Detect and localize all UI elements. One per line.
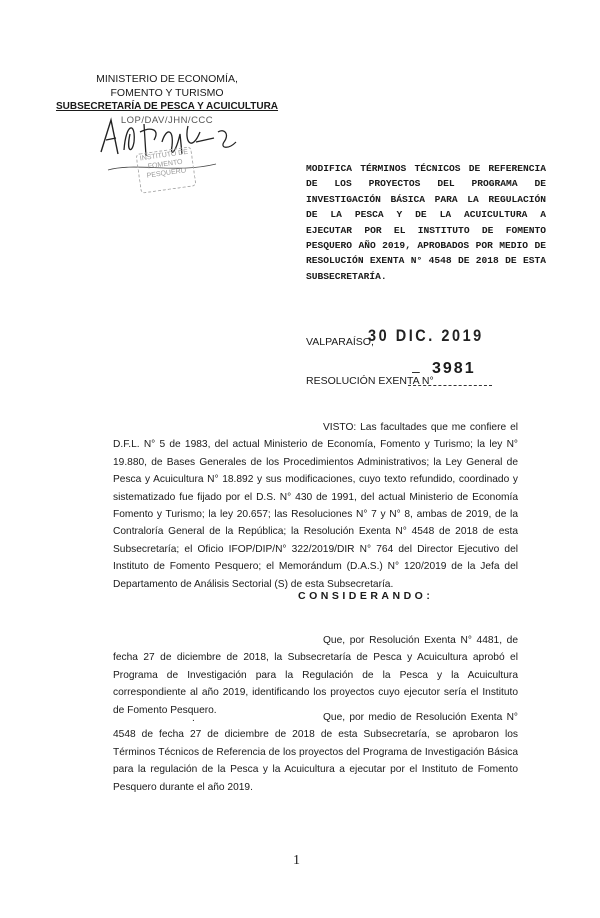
place-label: VALPARAÍSO,	[306, 336, 374, 348]
que2-text: Que, por medio de Resolución Exenta N° 4548 de fecha 27 de diciembre de 2018 de esta Subsecretaría, se aprobaron los Términos Técnicos de Referencia de los proyectos del Programa de Investigación Básica para la regulación de la Pesca y la Acuicultura a ejecutar por el Instituto de Fomento Pesquero durante el año 2019.	[113, 712, 518, 793]
resolution-dash: –	[412, 363, 420, 379]
resolution-number: 3981	[432, 360, 476, 377]
considerando-heading: CONSIDERANDO:	[298, 590, 434, 602]
visto-text: VISTO: Las facultades que me confiere el D.F.L. N° 5 de 1983, del actual Ministerio de Economía, Fomento y Turismo; la ley N° 19.880, de Bases Generales de los Procedimientos Administrativos; la Ley General de Pesca y Acuicultura N° 18.892 y sus modificaciones, cuyo texto refundido, coordinado y sistematizado fue fijado por el D.S. N° 430 de 1991, del actual Ministerio de Economía Fomento y Turismo; la ley 20.657; las Resoluciones N° 7 y N° 8, ambas de 2019, de la Contraloría General de la República; la Resolución Exenta N° 4548 de 2018 de esta Subsecretaría; el Oficio IFOP/DIP/N° 322/2019/DIR N° 764 del Director Ejecutivo del Instituto de Fomento Pesquero; el Memorándum (D.A.S.) N° 120/2019 de la Jefa del Departamento de Análisis Sectorial (S) de esta Subsecretaría.	[113, 422, 518, 590]
resolution-title: MODIFICA TÉRMINOS TÉCNICOS DE REFERENCIA DE LOS PROYECTOS DEL PROGRAMA DE INVESTIGACIÓN BÁSICA PARA LA REGULACIÓN DE LA PESCA Y DE LA ACUICULTURA A EJECUTAR POR EL INSTITUTO DE FOMENTO PESQUERO AÑO 2019, APROBADOS POR MEDIO DE RESOLUCIÓN EXENTA N° 4548 DE 2018 DE ESTA SUBSECRETARÍA.	[306, 163, 546, 282]
ministry-name: MINISTERIO DE ECONOMÍA,	[96, 73, 238, 85]
date-stamp: 30 DIC. 2019	[368, 326, 484, 345]
stray-mark: .	[192, 713, 195, 724]
visto-paragraph	[113, 419, 518, 593]
resolution-label: RESOLUCIÓN EXENTA N°	[306, 375, 434, 387]
page-number: 1	[293, 853, 300, 868]
subsecretaria-name: SUBSECRETARÍA DE PESCA Y ACUICULTURA	[55, 101, 279, 112]
institutional-stamp	[135, 146, 196, 193]
ministry-name-cont: FOMENTO Y TURISMO	[110, 87, 224, 99]
resolution-number-line	[408, 385, 492, 386]
stamp-text: INSTITUTO DE FOMENTO PESQUERO	[139, 148, 189, 180]
considerando-paragraph-1	[113, 632, 518, 719]
considerando-paragraph-2	[113, 709, 518, 796]
reference-initials: LOP/DAV/JHN/CCC	[120, 115, 214, 126]
que1-text: Que, por Resolución Exenta N° 4481, de fecha 27 de diciembre de 2018, la Subsecretaría de Pesca y Acuicultura aprobó el Programa de Investigación para la Regulación de la Pesca y la Acuicultura correspondiente al año 2019, identificando los proyectos cuyo ejecutor sería el Instituto de Fomento Pesquero.	[113, 635, 518, 716]
